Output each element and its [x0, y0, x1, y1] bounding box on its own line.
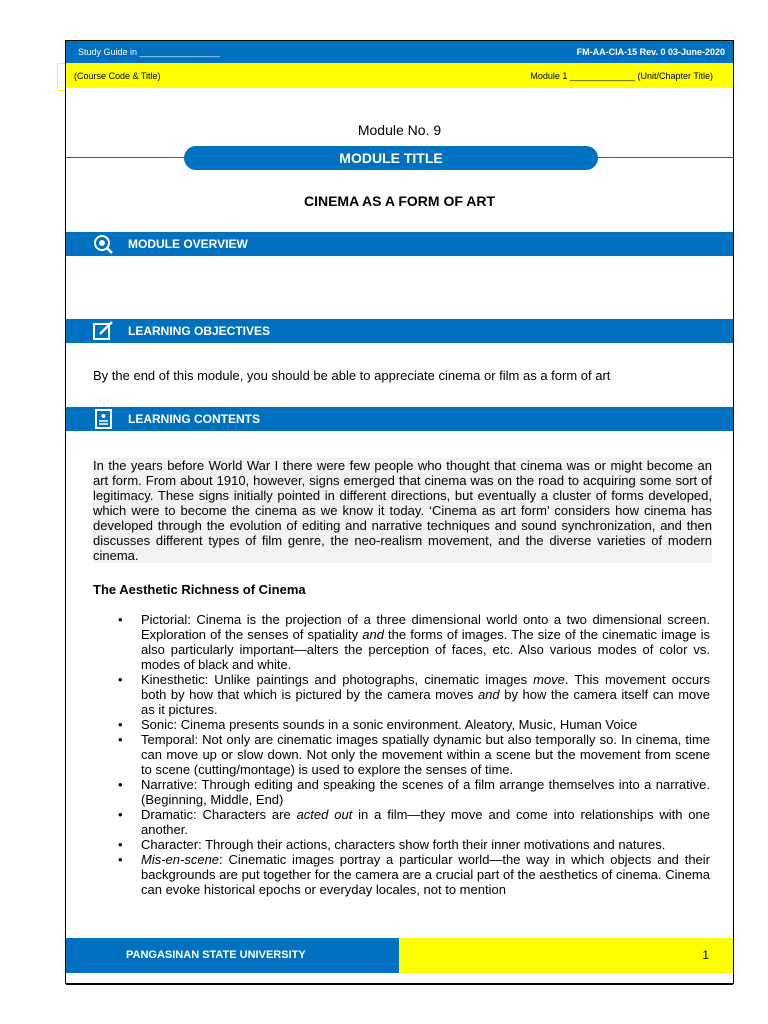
form-code: FM-AA-CIA-15 Rev. 0 03-June-2020: [576, 47, 725, 57]
title-rule-left: [66, 157, 186, 158]
section-title: LEARNING OBJECTIVES: [128, 324, 271, 338]
module-number: Module No. 9: [357, 122, 442, 138]
course-code-title: (Course Code & Title): [74, 71, 161, 81]
list-item: • Kinesthetic: Unlike paintings and photographs, cinematic images move. This movement occurs both by how that which is pictured by the camera moves and by how the camera itself can move as it pictures.: [113, 672, 710, 717]
aesthetics-list: [113, 612, 710, 897]
course-bar: [66, 63, 733, 88]
list-item: • Narrative: Through editing and speaking the scenes of a film arrange themselves into a narrative. (Beginning, Middle, End): [113, 777, 710, 807]
title-rule-right: [598, 157, 733, 158]
footer-page: [399, 938, 733, 973]
list-item: • Mis-en-scene: Cinematic images portray a particular world—the way in which objects and their backgrounds are put together for the camera are a crucial part of the aesthetics of cinema. Cinema can evoke historical epochs or everyday locales, not to mention: [113, 852, 710, 897]
university-name: PANGASINAN STATE UNIVERSITY: [126, 949, 306, 961]
list-item: • Dramatic: Characters are acted out in a film—they move and come into relationships with one another.: [113, 807, 710, 837]
section-title: MODULE OVERVIEW: [128, 237, 248, 251]
module-title-pill: MODULE TITLE: [184, 146, 598, 170]
module-chapter-title: Module 1 _____________ (Unit/Chapter Title): [530, 71, 713, 81]
magnifier-gear-icon: [92, 234, 114, 254]
section-title: LEARNING CONTENTS: [128, 412, 260, 426]
bottom-rule: [66, 984, 733, 985]
header-bar: [66, 41, 733, 63]
subheading: The Aesthetic Richness of Cinema: [93, 582, 306, 597]
document-icon: [92, 409, 114, 429]
module-title: CINEMA AS A FORM OF ART: [303, 193, 496, 209]
footer-university: [66, 938, 399, 973]
document-page: [65, 40, 734, 984]
objectives-text: By the end of this module, you should be able to appreciate cinema or film as a form of art: [93, 368, 611, 383]
study-guide-label: Study Guide in ________________: [78, 47, 220, 57]
page-number: 1: [702, 948, 709, 962]
intro-paragraph: In the years before World War I there were few people who thought that cinema was or might become an art form. From about 1910, however, signs emerged that cinema was on the road to acquiring some sort of legitimacy. These signs initially pointed in different directions, but eventually a cluster of forms developed, which were to become the cinema as we know it today. ‘Cinema as art form’ considers how cinema has developed through the evolution of editing and narrative techniques and sound synchronization, and then discusses different types of film genre, the neo-realism movement, and the diverse varieties of modern cinema.: [93, 458, 712, 563]
list-item: • Sonic: Cinema presents sounds in a sonic environment. Aleatory, Music, Human Voice: [113, 717, 710, 732]
list-item: • Temporal: Not only are cinematic images spatially dynamic but also temporally so. In cinema, time can move up or slow down. Not only the movement within a scene but the movement from scene to scene (cutting/montage) is used to explore the senses of time.: [113, 732, 710, 777]
list-item: • Pictorial: Cinema is the projection of a three dimensional world onto a two dimensional screen. Exploration of the senses of spatiality and the forms of images. The size of the cinematic image is also particularly important—alters the perception of faces, etc. Also various modes of color vs. modes of black and white.: [113, 612, 710, 672]
section-learning-objectives: [66, 319, 733, 343]
edit-note-icon: [92, 321, 114, 341]
section-learning-contents: [66, 407, 733, 431]
section-module-overview: [66, 232, 733, 256]
list-item: • Character: Through their actions, characters show forth their inner motivations and natures.: [113, 837, 710, 852]
